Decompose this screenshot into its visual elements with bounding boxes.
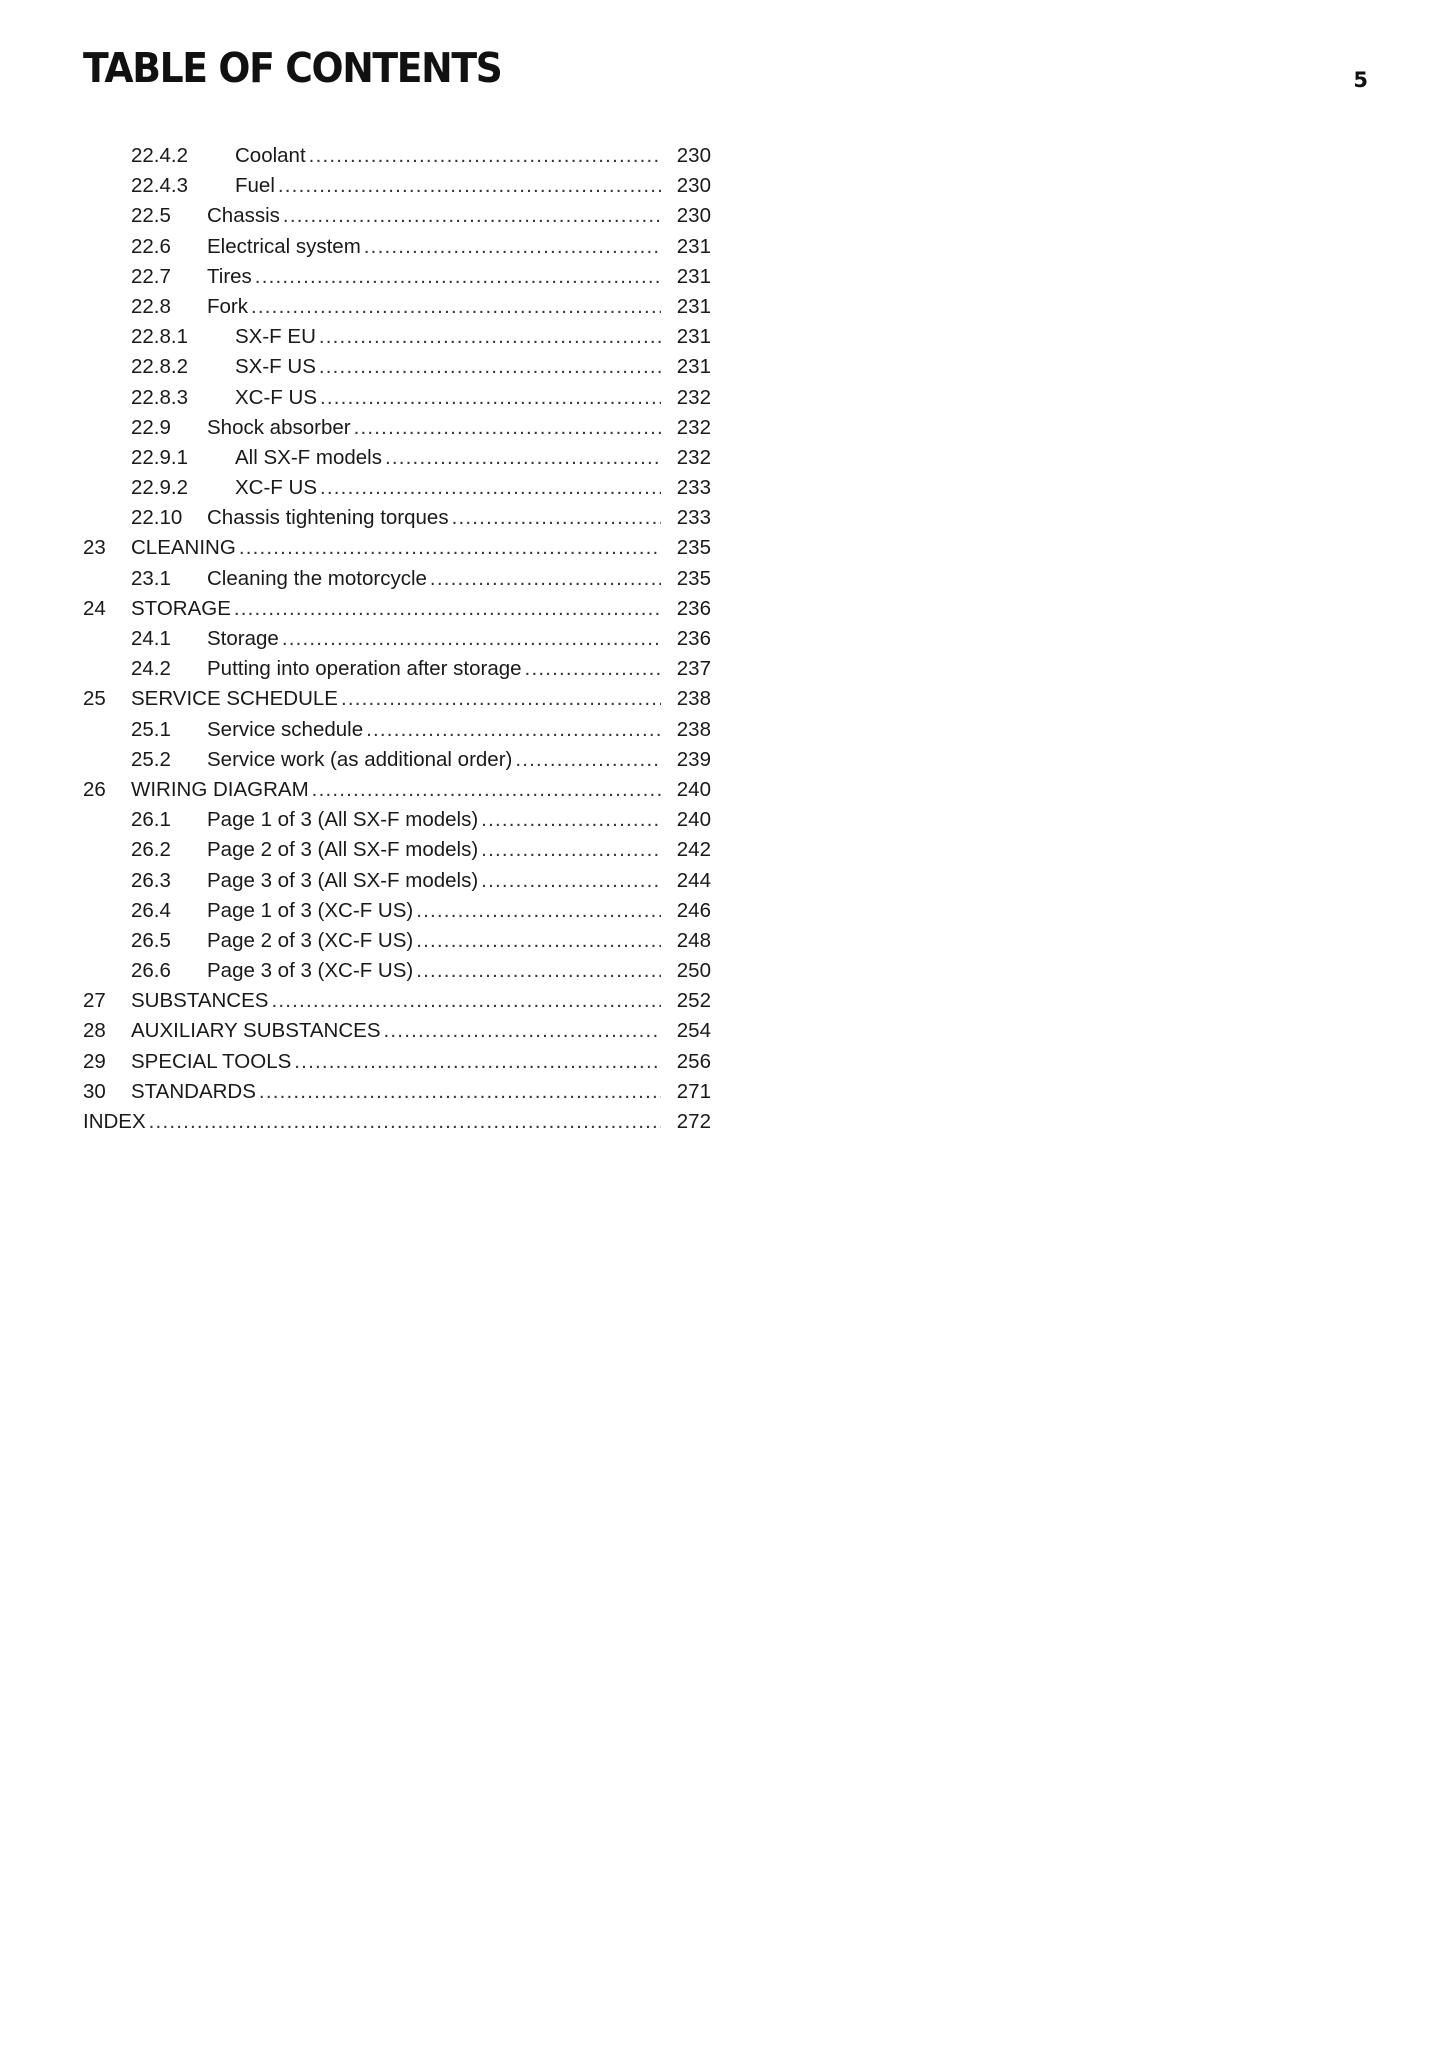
toc-entry-page: 236	[676, 627, 711, 650]
dot-leader	[271, 986, 661, 1016]
toc-entry-leader	[207, 835, 661, 865]
toc-entry-title: Cleaning the motorcycle	[207, 564, 430, 594]
toc-entry-number: 22.10	[131, 506, 183, 530]
toc-entry-title: SERVICE SCHEDULE	[131, 684, 341, 714]
toc-entry-leader	[207, 201, 661, 231]
dot-leader	[319, 352, 661, 382]
toc-entry-title: Service work (as additional order)	[207, 745, 515, 775]
toc-entry-title: SX-F US	[235, 352, 319, 382]
toc-entry[interactable]	[83, 141, 711, 171]
toc-entry-number: 30	[83, 1079, 106, 1103]
toc-entry-title: Shock absorber	[207, 413, 354, 443]
toc-entry-number: 26.4	[131, 898, 171, 922]
toc-entry-page: 232	[676, 415, 711, 439]
toc-entry-page: 231	[676, 325, 711, 349]
toc-entry-title: STORAGE	[131, 594, 234, 624]
toc-entry-number: 26.2	[131, 838, 171, 862]
toc-entry-page: 238	[676, 717, 711, 741]
toc-entry[interactable]	[83, 503, 711, 533]
toc-entry-title: Fuel	[235, 171, 278, 201]
toc-entry-leader	[235, 322, 661, 352]
toc-entry-page: 248	[676, 928, 711, 952]
toc-entry[interactable]	[83, 866, 711, 896]
toc-entry-number: 25	[83, 687, 106, 711]
toc-entry-page: 246	[676, 898, 711, 922]
toc-entry-leader	[131, 533, 661, 563]
toc-entry-page: 238	[676, 687, 711, 711]
dot-leader	[294, 1047, 661, 1077]
toc-entry[interactable]	[83, 654, 711, 684]
toc-entry-number: 26.5	[131, 928, 171, 952]
toc-entry-leader	[131, 1077, 661, 1107]
toc-entry-title: Fork	[207, 292, 251, 322]
toc-entry-title: SPECIAL TOOLS	[131, 1047, 294, 1077]
toc-entry-page: 271	[676, 1079, 711, 1103]
dot-leader	[239, 533, 661, 563]
toc-entry-number: 25.2	[131, 747, 171, 771]
toc-entry-leader	[207, 926, 661, 956]
dot-leader	[416, 896, 661, 926]
toc-entry[interactable]	[83, 986, 711, 1016]
toc-entry-number: 26.3	[131, 868, 171, 892]
toc-entry-leader	[235, 383, 661, 413]
dot-leader	[283, 201, 661, 231]
toc-entry-number: 22.6	[131, 234, 171, 258]
dot-leader	[515, 745, 661, 775]
dot-leader	[354, 413, 661, 443]
toc-entry-leader	[207, 413, 661, 443]
toc-entry-title: AUXILIARY SUBSTANCES	[131, 1016, 384, 1046]
toc-entry-title: Tires	[207, 262, 255, 292]
toc-entry-page: 231	[676, 234, 711, 258]
toc-entry-title: Putting into operation after storage	[207, 654, 525, 684]
dot-leader	[525, 654, 661, 684]
toc-entry-leader	[235, 443, 661, 473]
toc-entry-title: Page 2 of 3 (All SX-F models)	[207, 835, 481, 865]
toc-entry[interactable]	[83, 232, 711, 262]
toc-entry-title: Page 1 of 3 (XC-F US)	[207, 896, 416, 926]
toc-entry[interactable]	[83, 594, 711, 624]
toc-entry-page: 233	[676, 506, 711, 530]
toc-entry-title: Electrical system	[207, 232, 364, 262]
toc-entry-number: 24.1	[131, 627, 171, 650]
toc-entry-leader	[83, 1107, 661, 1137]
toc-entry[interactable]	[83, 835, 711, 865]
toc-entry[interactable]	[83, 383, 711, 413]
toc-entry-number: 28	[83, 1019, 106, 1043]
toc-entry-leader	[207, 866, 661, 896]
toc-entry-number: 22.9.2	[131, 476, 188, 500]
dot-leader	[149, 1107, 661, 1137]
table-of-contents	[83, 141, 711, 1137]
toc-entry-title: Coolant	[235, 141, 309, 171]
toc-entry-page: 235	[676, 536, 711, 560]
toc-entry-page: 232	[676, 385, 711, 409]
toc-entry-number: 26	[83, 777, 106, 801]
toc-entry-number: 23.1	[131, 566, 171, 590]
toc-entry-number: 29	[83, 1049, 106, 1073]
dot-leader	[481, 835, 661, 865]
toc-entry-title: WIRING DIAGRAM	[131, 775, 312, 805]
toc-entry[interactable]	[83, 413, 711, 443]
dot-leader	[259, 1077, 661, 1107]
dot-leader	[384, 1016, 661, 1046]
toc-entry[interactable]	[83, 1016, 711, 1046]
toc-entry-page: 236	[676, 596, 711, 620]
toc-entry-leader	[207, 654, 661, 684]
toc-entry[interactable]	[83, 171, 711, 201]
toc-entry-number: 26.6	[131, 959, 171, 983]
toc-entry-leader	[207, 956, 661, 986]
toc-entry[interactable]	[83, 624, 711, 654]
toc-entry-title: INDEX	[83, 1107, 149, 1137]
toc-entry-leader	[207, 262, 661, 292]
toc-entry-number: 27	[83, 989, 106, 1013]
toc-entry[interactable]	[83, 262, 711, 292]
page-number: 5	[1353, 68, 1368, 92]
toc-entry-number: 25.1	[131, 717, 171, 741]
dot-leader	[481, 866, 661, 896]
toc-entry-page: 230	[676, 204, 711, 228]
toc-entry-number: 22.9.1	[131, 445, 188, 469]
toc-entry-leader	[131, 1016, 661, 1046]
toc-entry[interactable]	[83, 775, 711, 805]
toc-entry-leader	[207, 715, 661, 745]
toc-entry-leader	[131, 775, 661, 805]
dot-leader	[385, 443, 661, 473]
toc-entry[interactable]	[83, 352, 711, 382]
toc-entry[interactable]	[83, 805, 711, 835]
toc-entry-number: 22.8.3	[131, 385, 188, 409]
toc-entry[interactable]	[83, 1107, 711, 1137]
toc-entry-title: SUBSTANCES	[131, 986, 271, 1016]
toc-entry[interactable]	[83, 715, 711, 745]
toc-entry-leader	[131, 1047, 661, 1077]
toc-entry-page: 237	[676, 657, 711, 681]
toc-entry[interactable]	[83, 564, 711, 594]
toc-entry-page: 231	[676, 355, 711, 379]
toc-entry-number: 22.8	[131, 294, 171, 318]
toc-entry[interactable]	[83, 926, 711, 956]
toc-entry-number: 22.8.2	[131, 355, 188, 379]
toc-entry-number: 22.8.1	[131, 325, 188, 349]
toc-entry[interactable]	[83, 1047, 711, 1077]
toc-entry-title: Page 2 of 3 (XC-F US)	[207, 926, 416, 956]
dot-leader	[319, 322, 661, 352]
dot-leader	[430, 564, 661, 594]
toc-entry-leader	[131, 986, 661, 1016]
toc-entry-number: 23	[83, 536, 106, 560]
toc-entry-number: 22.4.2	[131, 144, 188, 167]
toc-entry-page: 242	[676, 838, 711, 862]
dot-leader	[364, 232, 661, 262]
toc-entry[interactable]	[83, 533, 711, 563]
toc-entry-number: 22.5	[131, 204, 171, 228]
toc-entry-leader	[131, 684, 661, 714]
toc-entry-number: 26.1	[131, 808, 171, 832]
dot-leader	[452, 503, 661, 533]
toc-entry[interactable]	[83, 956, 711, 986]
toc-entry-page: 231	[676, 294, 711, 318]
dot-leader	[416, 926, 661, 956]
toc-entry-leader	[235, 352, 661, 382]
toc-entry-page: 230	[676, 174, 711, 198]
toc-entry[interactable]	[83, 292, 711, 322]
toc-entry-leader	[207, 292, 661, 322]
toc-entry[interactable]	[83, 1077, 711, 1107]
toc-entry-page: 256	[676, 1049, 711, 1073]
toc-entry-page: 231	[676, 264, 711, 288]
toc-entry-page: 272	[676, 1110, 711, 1133]
toc-entry-number: 22.4.3	[131, 174, 188, 198]
toc-entry-leader	[207, 805, 661, 835]
toc-entry[interactable]	[83, 473, 711, 503]
toc-entry-title: STANDARDS	[131, 1077, 259, 1107]
toc-entry-title: Chassis tightening torques	[207, 503, 452, 533]
toc-entry-leader	[131, 594, 661, 624]
toc-entry-leader	[207, 503, 661, 533]
toc-entry-leader	[207, 745, 661, 775]
toc-entry-title: Page 3 of 3 (All SX-F models)	[207, 866, 481, 896]
toc-entry-page: 252	[676, 989, 711, 1013]
dot-leader	[341, 684, 661, 714]
toc-entry-page: 233	[676, 476, 711, 500]
toc-entry-title: All SX-F models	[235, 443, 385, 473]
toc-entry-number: 22.9	[131, 415, 171, 439]
toc-entry[interactable]	[83, 745, 711, 775]
toc-entry-page: 230	[676, 144, 711, 167]
dot-leader	[481, 805, 661, 835]
toc-entry-number: 24.2	[131, 657, 171, 681]
toc-entry[interactable]	[83, 201, 711, 231]
dot-leader	[309, 141, 661, 171]
toc-entry-title: XC-F US	[235, 473, 320, 503]
toc-entry-leader	[235, 473, 661, 503]
dot-leader	[312, 775, 661, 805]
dot-leader	[251, 292, 661, 322]
toc-entry-title: XC-F US	[235, 383, 320, 413]
dot-leader	[234, 594, 661, 624]
dot-leader	[416, 956, 661, 986]
toc-entry-page: 244	[676, 868, 711, 892]
toc-entry-page: 232	[676, 445, 711, 469]
dot-leader	[255, 262, 661, 292]
dot-leader	[278, 171, 661, 201]
toc-entry[interactable]	[83, 684, 711, 714]
toc-entry-title: Page 1 of 3 (All SX-F models)	[207, 805, 481, 835]
toc-entry[interactable]	[83, 322, 711, 352]
toc-entry-page: 239	[676, 747, 711, 771]
toc-entry-number: 22.7	[131, 264, 171, 288]
toc-entry-title: SX-F EU	[235, 322, 319, 352]
toc-entry-page: 235	[676, 566, 711, 590]
toc-entry-page: 254	[676, 1019, 711, 1043]
toc-entry-number: 24	[83, 596, 106, 620]
dot-leader	[282, 624, 661, 654]
toc-entry-leader	[207, 896, 661, 926]
toc-entry[interactable]	[83, 896, 711, 926]
toc-entry-page: 240	[676, 808, 711, 832]
toc-entry[interactable]	[83, 443, 711, 473]
toc-entry-page: 240	[676, 777, 711, 801]
toc-entry-title: Service schedule	[207, 715, 366, 745]
dot-leader	[366, 715, 661, 745]
toc-entry-page: 250	[676, 959, 711, 983]
toc-entry-title: Chassis	[207, 201, 283, 231]
toc-entry-leader	[207, 624, 661, 654]
toc-entry-leader	[235, 141, 661, 171]
toc-entry-leader	[207, 564, 661, 594]
toc-entry-title: CLEANING	[131, 533, 239, 563]
dot-leader	[320, 473, 661, 503]
page-title: TABLE OF CONTENTS	[83, 44, 502, 92]
toc-entry-title: Page 3 of 3 (XC-F US)	[207, 956, 416, 986]
toc-entry-leader	[207, 232, 661, 262]
dot-leader	[320, 383, 661, 413]
toc-entry-leader	[235, 171, 661, 201]
toc-entry-title: Storage	[207, 624, 282, 654]
